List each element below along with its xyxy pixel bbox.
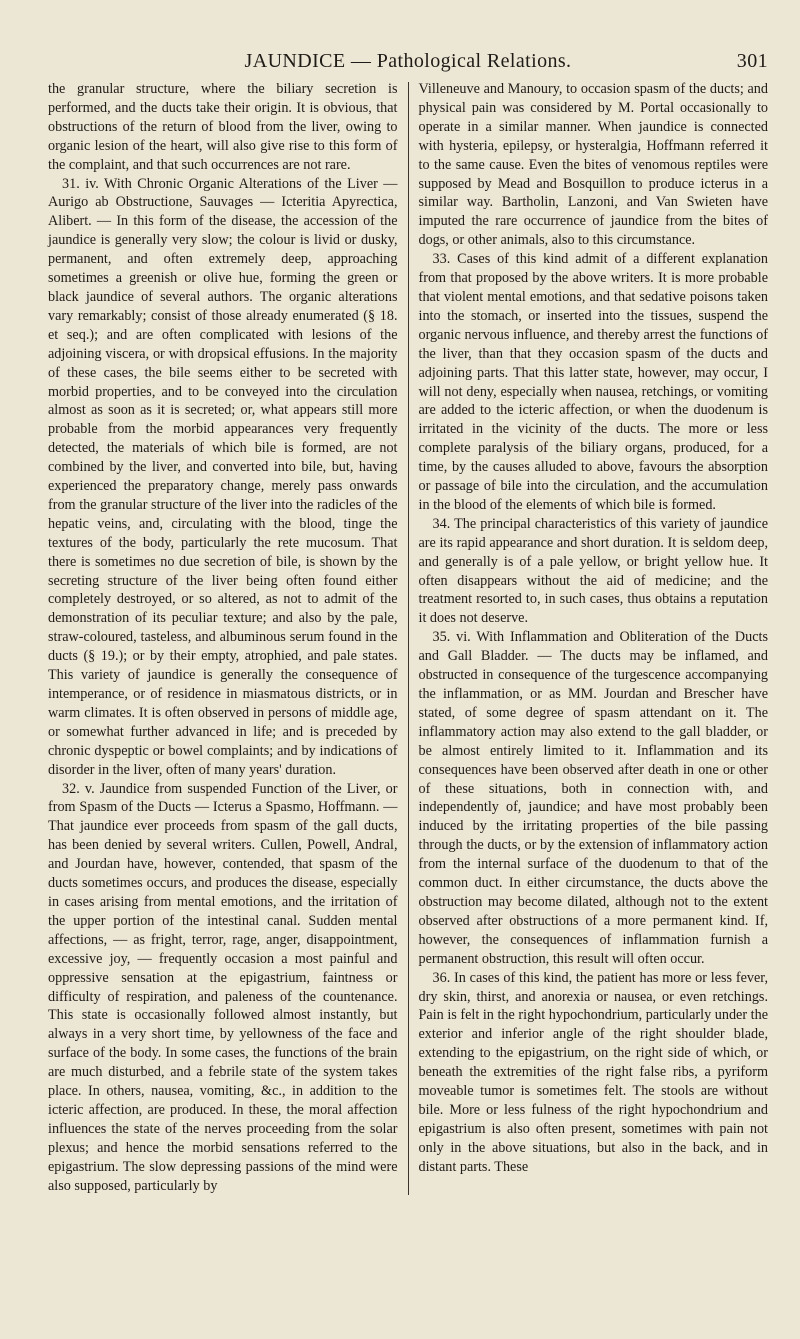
column-divider xyxy=(408,82,409,1195)
paragraph: 33. Cases of this kind admit of a different explanation from that proposed by the above writers. It is more probable that violent mental emotions, and that sedative poisons taken into the stomach, or inserted into the tissues, suspend the organic nervous influence, and thereby arrest the functions of the liver, than that they occasion spasm of the ducts and adjoining parts. That this latter state, however, may occur, I will not deny, especially when nausea, retchings, or vomiting are added to the icteric affection, or when the duodenum is irritated in the vicinity of the ducts. The more or less complete paralysis of the biliary organs, produced, for a time, by the causes alluded to above, favours the absorption or passage of bile into the circulation, and the accumulation in the blood of the elements of which bile is formed. xyxy=(418,251,768,513)
paragraph: 36. In cases of this kind, the patient has more or less fever, dry skin, thirst, and anorexia or nausea, or even retchings. Pain is felt in the right hypochondrium, particularly under the exterior and inferior angle of the right shoulder blade, extending to the epigastrium, on the right side of which, or beneath the extremities of the right false ribs, a pyriform moveable tumor is sometimes felt. The stools are without bile. More or less fulness of the right hypochondrium and epigastrium is also often present, sometimes with pain not only in the above situations, but also in the back, and in distant parts. These xyxy=(418,969,768,1175)
paragraph: 34. The principal characteristics of this variety of jaundice are its rapid appearance and short duration. It is seldom deep, and generally is of a pale yellow, or bright yellow hue. It often disappears without the aid of medicine; and the treatment resorted to, in such cases, thus obtains a reputation it does not deserve. xyxy=(418,515,768,627)
paragraph: 35. vi. With Inflammation and Obliteration of the Ducts and Gall Bladder. — The ducts may be inflamed, and obstructed in consequence of the turgescence accompanying the inflammation, or as MM. Jourdan and Brescher have stated, of some degree of spasm attendant on it. The inflammatory action may also extend to the gall bladder, or be almost entirely limited to it. Inflammation and its consequences have been observed after death in one or other of these situations, both in connection with, and independently of, jaundice; and have most probably been induced by the irritating properties of the bile passing through the ducts, or by the extension of inflammatory action from the internal surface of the duodenum to that of the common duct. In either circumstance, the ducts above the obstruction may become dilated, although not to the extent observed after obstructions of a more permanent kind. If, however, the consequences of inflammation furnish a permanent obstruction, this result will often occur. xyxy=(418,629,768,967)
left-column xyxy=(48,80,404,1195)
paragraph: the granular structure, where the biliary secretion is performed, and the ducts take their origin. It is obvious, that obstructions of the return of blood from the liver, owing to organic lesion of the heart, will also give rise to this form of the complaint, and that such occurrences are not rare. xyxy=(48,81,398,173)
text-columns xyxy=(48,80,768,1195)
paragraph: 31. iv. With Chronic Organic Alterations of the Liver — Aurigo ab Obstructione, Sauvages — Icteritia Apyrectica, Alibert. — In this form of the disease, the accession of the jaundice is generally very slow; the colour is livid or dusky, permanent, and often extremely deep, approaching sometimes a greenish or olive hue, forming the green or black jaundice of several authors. The organic alterations vary remarkably; consist of those already enumerated (§ 18. et seq.); and are often complicated with lesions of the adjoining viscera, or with dropsical effusions. In the majority of these cases, the bile seems either to be secreted with morbid properties, and to be conveyed into the circulation almost as soon as it is secreted; or, what appears still more probable from the morbid appearances very frequently detected, the materials of which bile is formed, are not combined by the liver, and converted into bile, but, having experienced the preparatory change, merely pass onwards from the granular structure of the liver into the radicles of the hepatic veins, and, circulating with the blood, tinge the textures of the body, particularly the rete mucosum. That there is sometimes no due secretion of bile, is shown by the secreting structure of the liver being often found either completely destroyed, or so altered, as not to admit of the demonstration of its peculiar texture; and also by the pale, straw-coloured, tasteless, and albuminous serum found in the ducts (§ 19.); or by their empty, atrophied, and pale states. This variety of jaundice is generally the consequence of intemperance, or of residence in miasmatous districts, or in warm climates. It is often observed in persons of middle age, or somewhat further advanced in life; and is preceded by chronic dyspeptic or bowel complaints; and by indications of disorder in the liver, often of many years' duration. xyxy=(48,175,398,778)
paragraph: Villeneuve and Manoury, to occasion spasm of the ducts; and physical pain was considered by M. Portal occasionally to operate in a similar manner. When jaundice is connected with hysteria, epilepsy, or hysteralgia, Hoffmann referred it to the same cause. Even the bites of venomous reptiles were supposed by Mead and Bosquillon to produce icterus in a similar way. Bartholin, Lanzoni, and Van Swieten have imputed the rare occurrence of jaundice from the bites of dogs, or other animals, also to this circumstance. xyxy=(418,81,768,249)
page-number: 301 xyxy=(736,50,768,72)
running-title: JAUNDICE — Pathological Relations. xyxy=(244,50,572,72)
paragraph: 32. v. Jaundice from suspended Function of the Liver, or from Spasm of the Ducts — Icterus a Spasmo, Hoffmann. — That jaundice ever proceeds from spasm of the gall ducts, has been denied by several writers. Cullen, Powell, Andral, and Jourdan have, however, contended, that spasm of the ducts sometimes occurs, and produces the disease, especially in cases arising from mental emotions, and the irritation of the upper portion of the intestinal canal. Sudden mental affections, — as fright, terror, rage, anger, disappointment, excessive joy, — frequently occasion a most painful and oppressive sensation at the epigastrium, faintness or difficulty of respiration, and paleness of the countenance. This state is occasionally followed almost instantly, but always in a very short time, by yellowness of the face and surface of the body. In some cases, the functions of the brain are much disturbed, and a febrile state of the system takes place. In others, nausea, vomiting, &c., in addition to the icteric affection, are produced. In these, the moral affection influences the state of the nerves proceeding from the solar plexus; and hence the morbid sensations referred to the epigastrium. The slow depressing passions of the mind were also supposed, particularly by xyxy=(48,780,398,1194)
right-column xyxy=(413,80,769,1195)
running-header xyxy=(48,50,768,72)
